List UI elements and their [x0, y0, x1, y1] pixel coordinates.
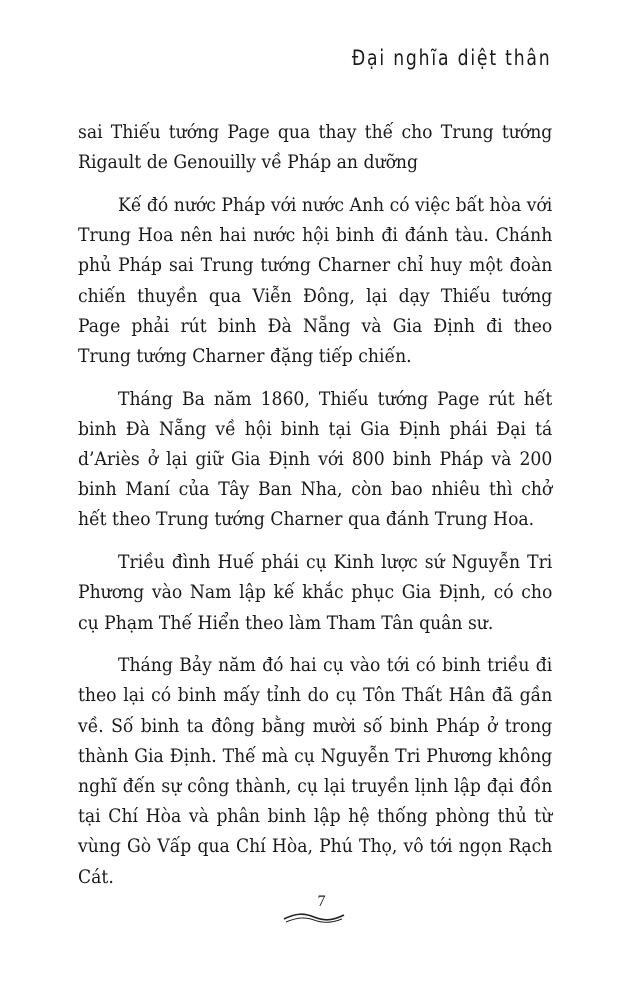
paragraph-2: Kế đó nước Pháp với nước Anh có việc bất hòa với Trung Hoa nên hai nước hội binh đi đánh tàu. Chánh phủ Pháp sai Trung tướng Charner chỉ huy một đoàn chiến thuyền qua Viễn Đông, lại dạy Thiếu tướng Page phải rút binh Đà Nẵng và Gia Định đi theo Trung tướng Charner đặng tiếp chiến. [78, 194, 553, 367]
paragraph-3: Tháng Ba năm 1860, Thiếu tướng Page rút hết binh Đà Nẵng về hội binh tại Gia Định phái Đại tá d’Ariès ở lại giữ Gia Định với 800 binh Pháp và 200 binh Maní của Tây Ban Nha, còn bao nhiêu thì chở hết theo Trung tướng Charner qua đánh Trung Hoa. [78, 388, 553, 531]
running-header-title: Đại nghĩa diệt thân [351, 46, 551, 70]
paragraph-4: Triều đình Huế phái cụ Kinh lược sứ Nguyễn Tri Phương vào Nam lập kế khắc phục Gia Định, có cho cụ Phạm Thế Hiển theo làm Tham Tân quân sư. [78, 552, 553, 634]
paragraph-1: sai Thiếu tướng Page qua thay thế cho Trung tướng Rigault de Genouilly về Pháp an dưỡng [78, 122, 553, 174]
paragraph-5: Tháng Bảy năm đó hai cụ vào tới có binh triều đi theo lại có binh mấy tỉnh do cụ Tôn Thất Hân đã gần về. Số binh ta đông bằng mười số binh Pháp ở trong thành Gia Định. Thế mà cụ Nguyễn Tri Phương không nghĩ đến sự công thành, cụ lại truyền lịnh lập đại đồn tại Chí Hòa và phân binh lập hệ thống phòng thủ từ vùng Gò Vấp qua Chí Hòa, Phú Thọ, vô tới ngọn Rạch Cát. [78, 655, 553, 888]
page-number: 7 [317, 893, 326, 910]
body-text [78, 118, 552, 905]
page-number-flourish-icon [282, 910, 346, 926]
